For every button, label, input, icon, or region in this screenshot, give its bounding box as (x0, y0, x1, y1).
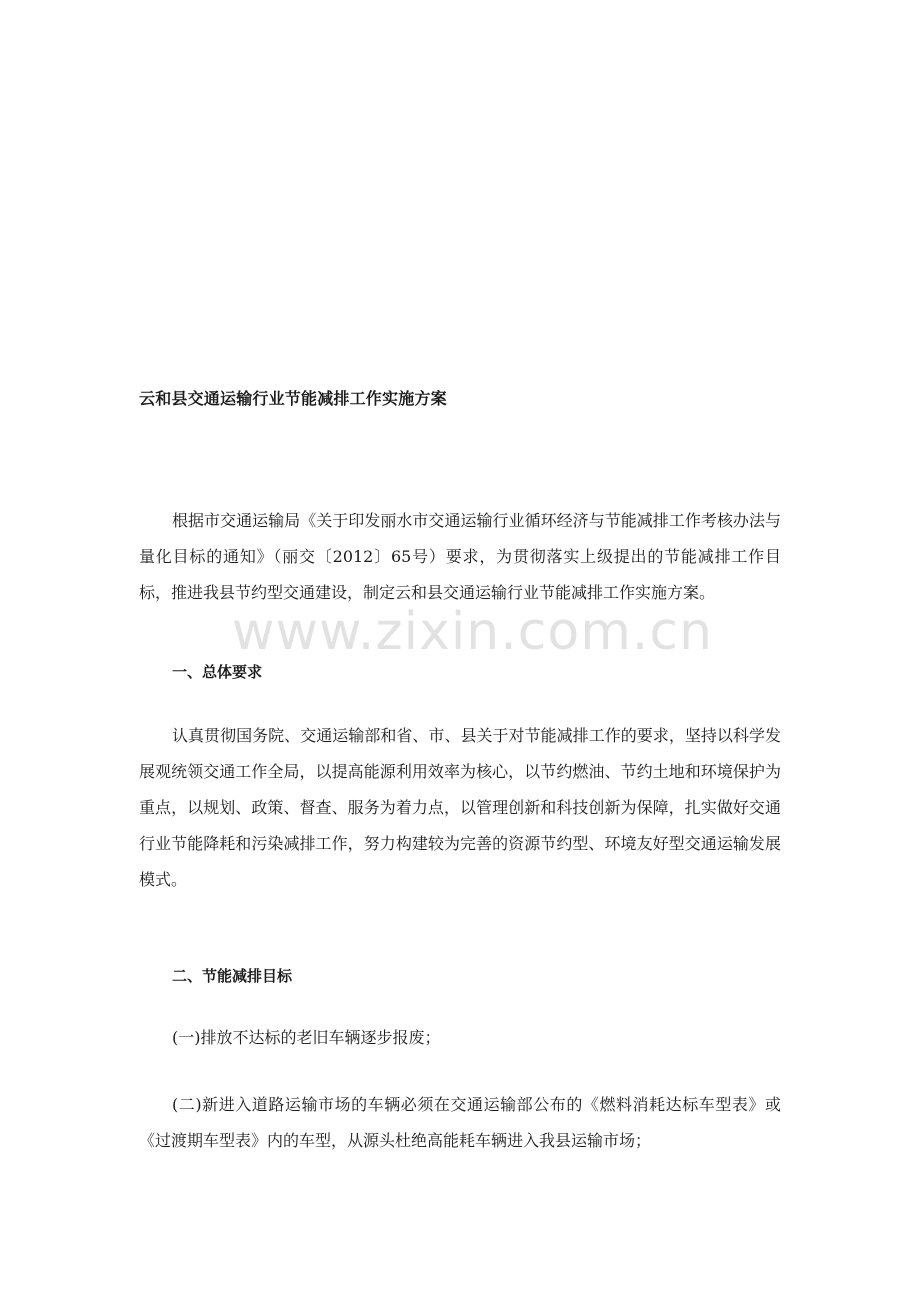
section-heading-targets: 二、节能减排目标 (172, 967, 293, 985)
section-heading-overall-requirements: 一、总体要求 (172, 663, 263, 681)
target-item-1: (一)排放不达标的老旧车辆逐步报废； (172, 1028, 441, 1047)
target-item-2: (二)新进入道路运输市场的车辆必须在交通运输部公布的《燃料消耗达标车型表》或《过渡期车型表》内的车型，从源头杜绝高能耗车辆进入我县运输市场； (139, 1095, 781, 1150)
section-body-overall-requirements: 认真贯彻国务院、交通运输部和省、市、县关于对节能减排工作的要求，坚持以科学发展观统领交通工作全局，以提高能源利用效率为核心，以节约燃油、节约土地和环境保护为重点，以规划、政策、督查、服务为着力点，以管理创新和科技创新为保障，扎实做好交通行业节能降耗和污染减排工作，努力构建较为完善的资源节约型、环境友好型交通运输发展模式。 (139, 726, 781, 889)
watermark: www.zixin.com.cn (232, 602, 713, 662)
document-title: 云和县交通运输行业节能减排工作实施方案 (139, 389, 447, 408)
intro-paragraph: 根据市交通运输局《关于印发丽水市交通运输行业循环经济与节能减排工作考核办法与量化目标的通知》（丽交〔2012〕65号）要求，为贯彻落实上级提出的节能减排工作目标，推进我县节约型交通建设，制定云和县交通运输行业节能减排工作实施方案。 (139, 511, 781, 602)
